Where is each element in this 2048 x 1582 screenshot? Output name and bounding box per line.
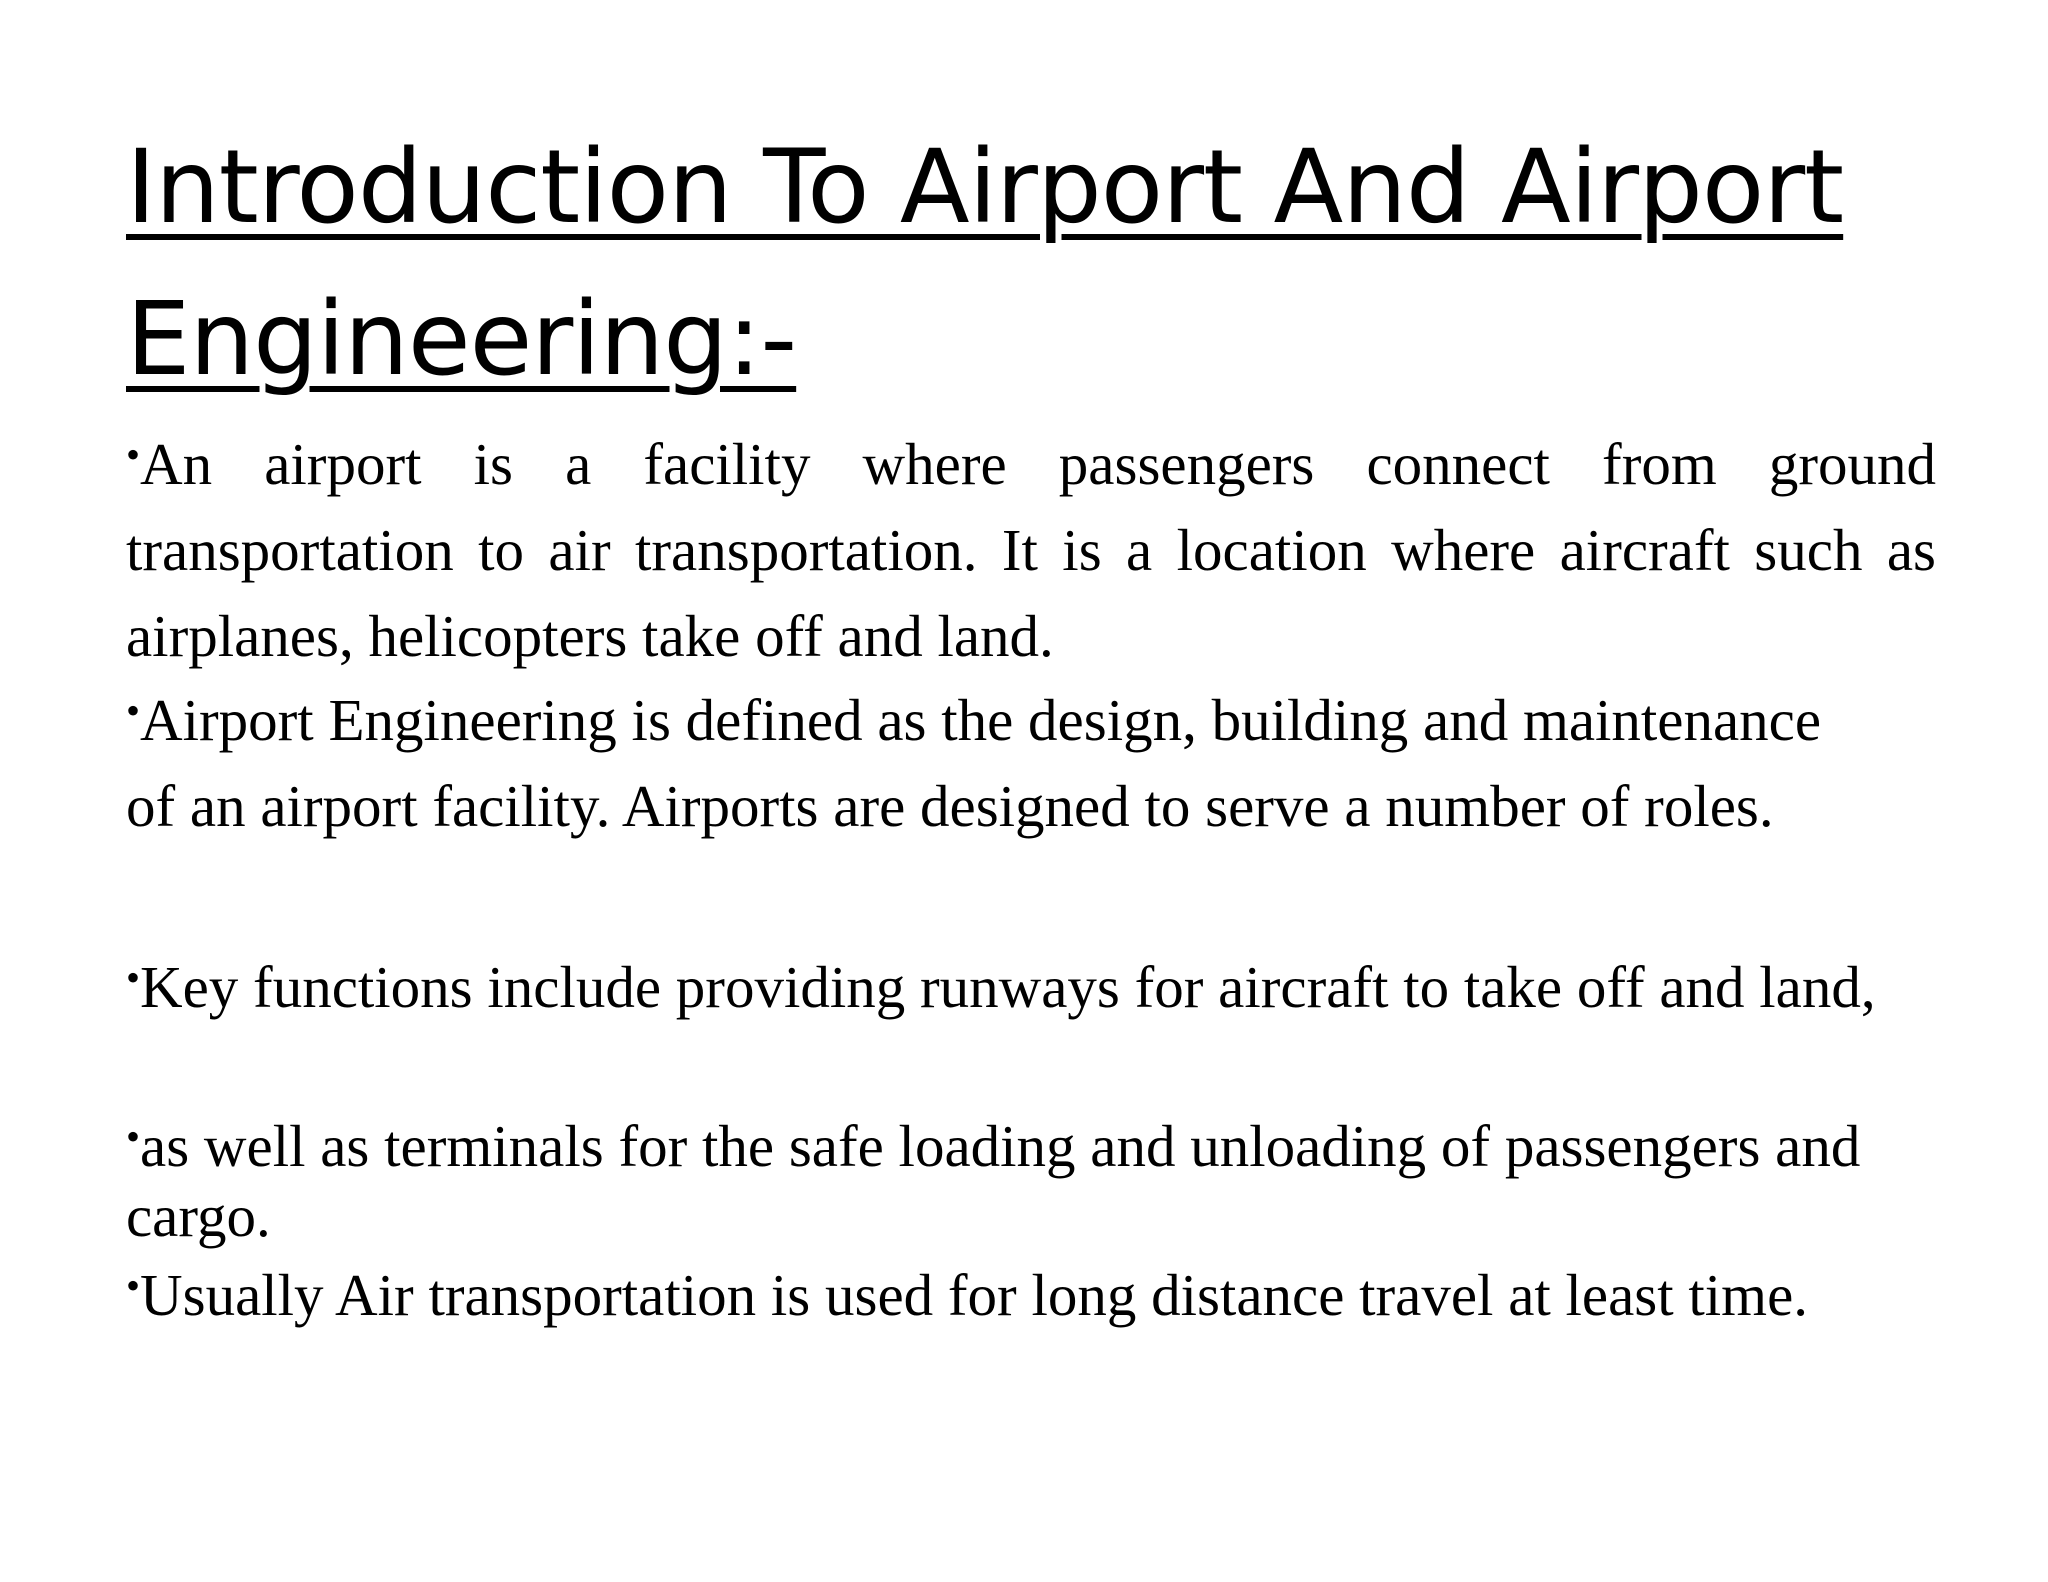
paragraph-terminals xyxy=(126,1102,1926,1251)
paragraph-airport-engineering xyxy=(126,668,1826,849)
bullet-icon: • xyxy=(126,955,141,1000)
paragraph-text: Key functions include providing runways for aircraft to take off and land, xyxy=(140,954,1876,1020)
paragraph-airport-definition xyxy=(126,412,1936,679)
paragraph-text: An airport is a facility where passengers connect from ground transportation to air transportation. It is a location where aircraft such as airplanes, helicopters take off and land. xyxy=(126,431,1936,669)
paragraph-key-functions xyxy=(126,938,1926,1027)
bullet-icon: • xyxy=(126,1263,141,1308)
paragraph-text: Airport Engineering is defined as the design, building and maintenance of an airport facility. Airports are designed to serve a number of roles. xyxy=(126,687,1822,839)
paragraph-text: Usually Air transportation is used for long distance travel at least time. xyxy=(140,1262,1809,1328)
paragraph-air-transport-usage xyxy=(126,1252,1926,1329)
bullet-icon: • xyxy=(126,432,141,477)
slide-title: Introduction To Airport And Airport Engineering:- xyxy=(126,128,1844,399)
bullet-icon: • xyxy=(126,1114,141,1159)
bullet-icon: • xyxy=(126,688,141,733)
paragraph-text: as well as terminals for the safe loading and unloading of passengers and cargo. xyxy=(126,1113,1861,1249)
